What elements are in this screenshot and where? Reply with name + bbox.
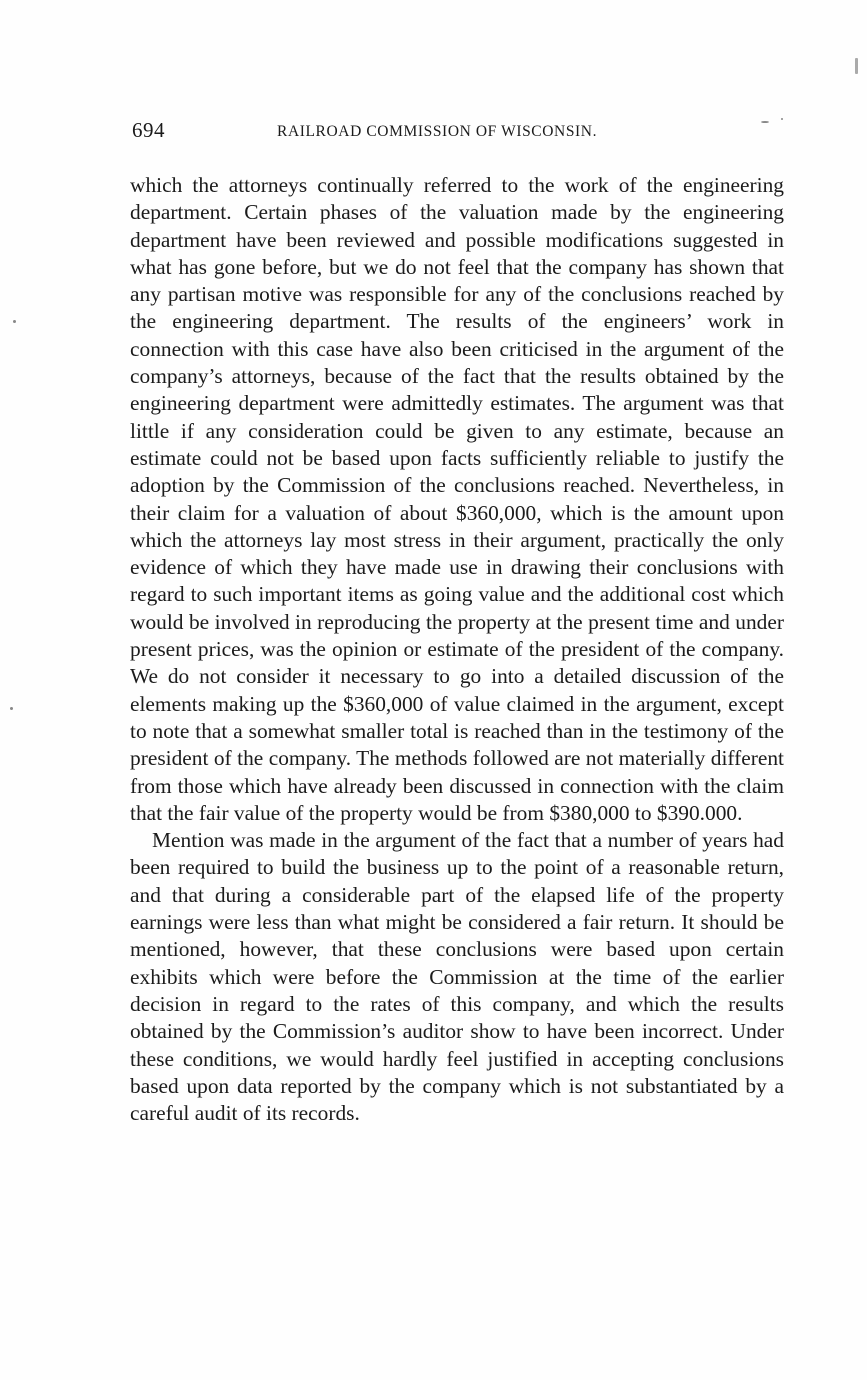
scan-mark <box>13 320 16 323</box>
scan-mark <box>855 58 858 74</box>
scan-mark <box>10 707 13 710</box>
page-number: 694 <box>132 118 165 142</box>
scan-mark <box>761 121 769 123</box>
paragraph-1: which the attorneys continually referred to the work of the engineering department. Certain phases of the valuation made by the engineering department have been reviewed and possible modifications suggested in what has gone before, but we do not feel that the company has shown that any partisan motive was responsible for any of the conclusions reached by the engineering department. The results of the engineers’ work in connection with this case have also been criticised in the argument of the company’s attorneys, because of the fact that the results obtained by the engineering department were admittedly estimates. The argument was that little if any consideration could be given to any estimate, because an estimate could not be based upon facts sufficiently reliable to justify the adoption by the Commission of the conclusions reached. Nevertheless, in their claim for a valuation of about $360,000, which is the amount upon which the attorneys lay most stress in their argument, practically the only evidence of which they have made use in drawing their conclusions with regard to such important items as going value and the additional cost which would be involved in reproducing the property at the present time and under present prices, was the opinion or estimate of the president of the company. We do not consider it necessary to go into a detailed discussion of the elements making up the $360,000 of value claimed in the argument, except to note that a somewhat smaller total is reached than in the testimony of the president of the company. The methods followed are not materially different from those which have already been discussed in connection with the claim that the fair value of the property would be from $380,000 to $390.000. <box>130 173 784 825</box>
scan-mark <box>781 118 783 120</box>
paragraph-2: Mention was made in the argument of the fact that a number of years had been required to build the business up to the point of a reasonable return, and that during a considerable part of the elapsed life of the property earnings were less than what might be considered a fair return. It should be mentioned, however, that these conclusions were based upon certain exhibits which were before the Commission at the time of the earlier decision in regard to the rates of this company, and which the results obtained by the Commission’s auditor show to have been incorrect. Under these conditions, we would hardly feel justified in accepting conclusions based upon data reported by the company which is not substantiated by a careful audit of its records. <box>130 828 784 1126</box>
body-text <box>130 172 784 1127</box>
running-head: RAILROAD COMMISSION OF WISCONSIN. <box>277 123 598 140</box>
page-header <box>132 118 784 144</box>
